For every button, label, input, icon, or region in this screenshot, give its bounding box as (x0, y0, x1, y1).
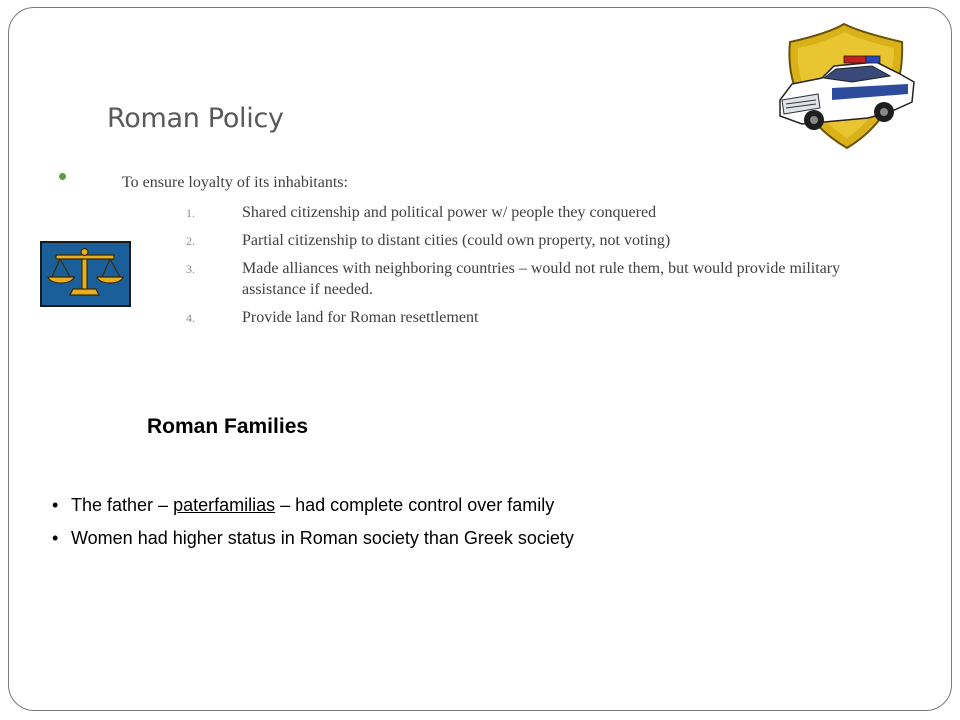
families-heading: Roman Families (147, 415, 309, 438)
list-item-text: Made alliances with neighboring countries – would not rule them, but would provide military assistance if needed. (242, 260, 841, 298)
policy-list (186, 202, 906, 335)
list-item (186, 258, 906, 300)
list-item (186, 202, 906, 223)
paterfamilias-term: paterfamilias (173, 495, 276, 515)
list-item-text: Partial citizenship to distant cities (could own property, not voting) (242, 232, 671, 249)
scales-of-justice-icon (40, 241, 131, 307)
bullet-text-pre: The father – (71, 495, 174, 515)
list-item-text: Provide land for Roman resettlement (242, 309, 479, 326)
list-item-number: 1. (186, 206, 195, 220)
bullet-text-post: – had complete control over family (275, 495, 555, 515)
slide-title: Roman Policy (107, 103, 284, 134)
bullet-text: Women had higher status in Roman society than Greek society (71, 528, 574, 548)
main-bullet (59, 172, 71, 184)
list-item (186, 307, 906, 328)
policy-lead: To ensure loyalty of its inhabitants: (122, 174, 348, 191)
list-item (52, 527, 574, 549)
list-item-number: 2. (186, 234, 195, 248)
list-item-number: 4. (186, 311, 195, 325)
list-item-text: Shared citizenship and political power w/ people they conquered (242, 204, 657, 221)
police-car-badge-icon (772, 22, 918, 150)
list-item (186, 230, 906, 251)
families-bullets (52, 494, 574, 560)
list-item (52, 494, 574, 516)
list-item-number: 3. (186, 262, 195, 276)
